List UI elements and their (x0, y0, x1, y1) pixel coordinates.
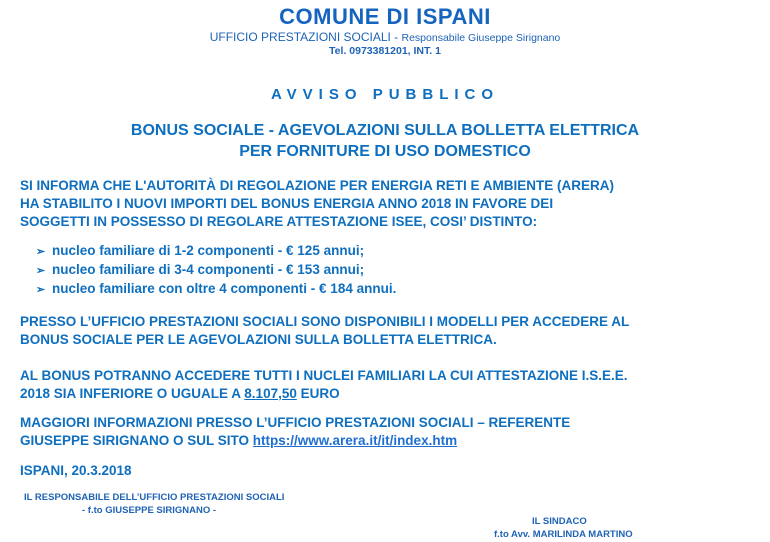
titolo-line-1: BONUS SOCIALE - AGEVOLAZIONI SULLA BOLLETTA ELETTRICA (130, 122, 640, 139)
intro-line-2: HA STABILITO I NUOVI IMPORTI DEL BONUS ENERGIA ANNO 2018 IN FAVORE DEI (20, 196, 554, 211)
list-item: ➢ nucleo familiare di 1-2 componenti - € 125 annui; (36, 242, 396, 261)
accesso-line-1: AL BONUS POTRANNO ACCEDERE TUTTI I NUCLEI FAMILIARI LA CUI ATTESTAZIONE I.S.E.E. (20, 368, 628, 383)
responsabile-titolo: IL RESPONSABILE DELL’UFFICIO PRESTAZIONI SOCIALI (24, 492, 285, 503)
soglia-isee: 8.107,50 (244, 386, 297, 401)
list-item: ➢ nucleo familiare con oltre 4 componenti - € 184 annui. (36, 280, 396, 299)
intro-paragraph (20, 177, 748, 231)
accesso-paragraph (20, 367, 748, 403)
arera-link[interactable]: https://www.arera.it/it/index.htm (252, 433, 458, 448)
titolo-line-2: PER FORNITURE DI USO DOMESTICO (239, 143, 531, 160)
telefono: Tel. 0973381201, INT. 1 (329, 45, 441, 57)
intro-line-1: SI INFORMA CHE L'AUTORITÀ DI REGOLAZIONE PER ENERGIA RETI E AMBIENTE (ARERA) (20, 178, 614, 193)
comune-title: COMUNE DI ISPANI (279, 4, 491, 29)
arrow-icon: ➢ (36, 284, 46, 296)
ufficio-name: UFFICIO PRESTAZIONI SOCIALI - (209, 30, 402, 44)
accesso-line-2: 2018 SIA INFERIORE O UGUALE A 8.107,50 EURO (20, 386, 340, 401)
responsabile-firma: - f.to GIUSEPPE SIRIGNANO - (82, 505, 217, 516)
modelli-paragraph (20, 313, 748, 349)
info-line-1: MAGGIORI INFORMAZIONI PRESSO L’UFFICIO PRESTAZIONI SOCIALI – REFERENTE (20, 415, 571, 430)
list-item: ➢ nucleo familiare di 3-4 componenti - € 153 annui; (36, 261, 396, 280)
responsabile-name: Responsabile Giuseppe Sirignano (401, 32, 561, 44)
data-luogo: ISPANI, 20.3.2018 (20, 463, 132, 478)
arrow-icon: ➢ (36, 265, 46, 277)
sindaco-titolo: IL SINDACO (532, 516, 587, 527)
intro-line-3: SOGGETTI IN POSSESSO DI REGOLARE ATTESTAZIONE ISEE, COSI’ DISTINTO: (20, 214, 538, 229)
ufficio-line (0, 30, 770, 44)
importi-list (36, 242, 396, 299)
avviso-heading: AVVISO PUBBLICO (270, 86, 500, 103)
modelli-line-2: BONUS SOCIALE PER LE AGEVOLAZIONI SULLA BOLLETTA ELETTRICA. (20, 332, 497, 347)
sindaco-firma: f.to Avv. MARILINDA MARTINO (494, 529, 633, 540)
arrow-icon: ➢ (36, 246, 46, 258)
modelli-line-1: PRESSO L’UFFICIO PRESTAZIONI SOCIALI SONO DISPONIBILI I MODELLI PER ACCEDERE AL (20, 314, 630, 329)
info-paragraph (20, 414, 748, 450)
info-line-2: GIUSEPPE SIRIGNANO O SUL SITO https://www.arera.it/it/index.htm (20, 433, 458, 448)
